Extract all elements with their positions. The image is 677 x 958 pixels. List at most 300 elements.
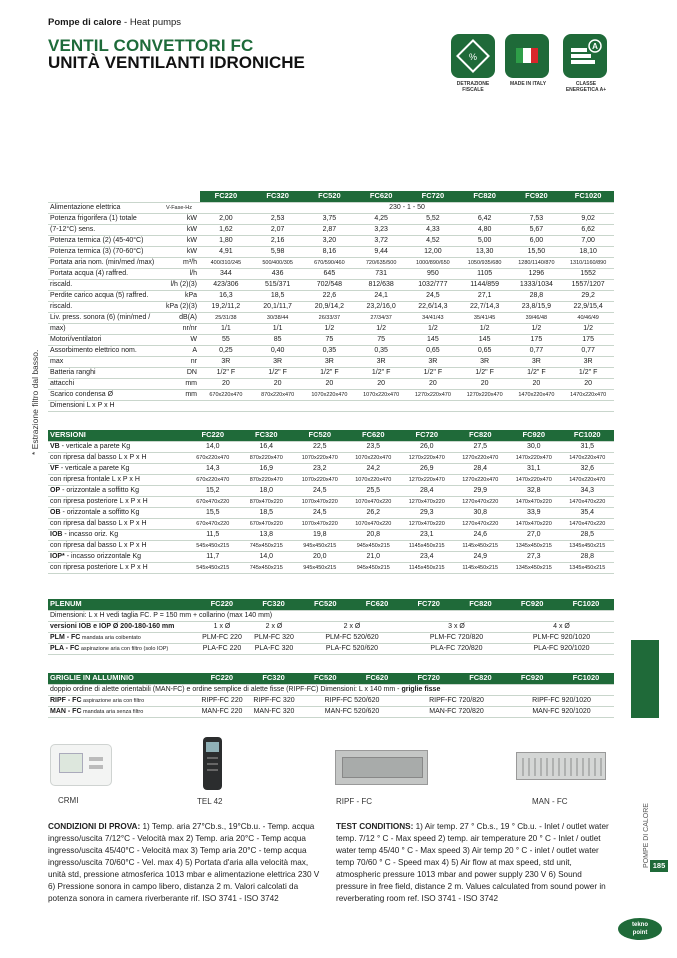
spec-unit: kPa: [164, 290, 200, 301]
versions-title: VERSIONI: [48, 430, 186, 441]
spec-cell: 29,2: [562, 290, 614, 301]
version-cell: 16,9: [240, 463, 294, 474]
model-col-0: FC220: [200, 191, 252, 202]
spec-row: [48, 367, 614, 378]
spec-label: max): [48, 323, 164, 334]
spec-label: Portata acqua (4) raffred.: [48, 268, 164, 279]
version-cell: 33,9: [507, 507, 561, 518]
spec-cell: 20: [511, 378, 563, 389]
accessory-code: RIPF-FC 520/620: [300, 695, 404, 706]
spec-cell: 20: [252, 378, 304, 389]
spec-unit: nr: [164, 356, 200, 367]
version-cell: 1470x220x470: [507, 474, 561, 485]
spec-cell: 645: [304, 268, 356, 279]
spec-cell: 145: [459, 334, 511, 345]
spec-label: Potenza termica (2) (45-40°C): [48, 235, 164, 246]
spec-cell: 1105: [459, 268, 511, 279]
spec-cell: 1070x220x470: [304, 389, 356, 400]
version-cell: 945x450x215: [347, 540, 401, 551]
spec-unit: kW: [164, 213, 200, 224]
spec-cell: 23,2/16,0: [355, 301, 407, 312]
spec-row: [48, 323, 614, 334]
badge-caption-italy: MADE IN ITALY: [509, 81, 547, 87]
spec-cell: 1/2" F: [355, 367, 407, 378]
version-cell: 14,0: [240, 551, 294, 562]
accessory-label: PLA - FC aspirazione aria con filtro (solo IOP): [48, 643, 196, 654]
version-cell: 1470x220x470: [507, 452, 561, 463]
tel42-remote-image: [203, 737, 222, 790]
model-col-2: FC520: [304, 191, 356, 202]
spec-cell: 20: [562, 378, 614, 389]
spec-label: Potenza frigorifera (1) totale: [48, 213, 164, 224]
spec-label: Potenza termica (3) (70-60°C): [48, 246, 164, 257]
spec-cell: 1/2" F: [304, 367, 356, 378]
model-col-7: FC1020: [562, 191, 614, 202]
spec-cell: 40/46/49: [562, 312, 614, 323]
spec-unit: mm: [164, 378, 200, 389]
version-cell: 1470x220x470: [561, 474, 615, 485]
accessory-label: MAN - FC mandata aria senza filtro: [48, 706, 196, 717]
version-cell: 1270x470x220: [454, 518, 508, 529]
spec-label: Motori/ventilatori: [48, 334, 164, 345]
spec-row: [48, 246, 614, 257]
spec-row: [48, 334, 614, 345]
version-cell: 35,4: [561, 507, 615, 518]
spec-cell: 1470x220x470: [511, 389, 563, 400]
version-cell: 870x220x470: [240, 452, 294, 463]
spec-label: Portata aria nom. (min/med /max): [48, 257, 164, 268]
version-cell: 24,2: [347, 463, 401, 474]
svg-text:%: %: [468, 52, 478, 62]
spec-header-row: [48, 191, 614, 202]
spec-label: (7-12°C) sens.: [48, 224, 164, 235]
version-cell: 1470x470x220: [507, 518, 561, 529]
accessory-code: MAN-FC 720/820: [404, 706, 509, 717]
spec-cell: 1/2" F: [511, 367, 563, 378]
version-cell: 1070x470x220: [293, 518, 347, 529]
category-line: [48, 17, 181, 28]
spec-cell: 75: [355, 334, 407, 345]
version-cell: 1470x470x220: [507, 496, 561, 507]
spec-cell: 1/2: [459, 323, 511, 334]
spec-cell: 5,00: [459, 235, 511, 246]
version-cell: 1470x470x220: [561, 496, 615, 507]
spec-cell: 731: [355, 268, 407, 279]
version-cell: 1070x470x220: [347, 518, 401, 529]
spec-cell: 23,8/15,9: [511, 301, 563, 312]
version-label: IOP* - incasso orizzontale Kg: [48, 551, 186, 562]
version-row: [48, 496, 614, 507]
spec-unit: kPa (2)(3): [164, 301, 200, 312]
accessory-code: PLA-FC 720/820: [404, 643, 509, 654]
version-row: [48, 485, 614, 496]
version-cell: 670x220x470: [186, 474, 240, 485]
version-cell: 23,5: [347, 441, 401, 452]
spec-cell: 27,1: [459, 290, 511, 301]
spec-cell: 20: [459, 378, 511, 389]
version-cell: 28,8: [561, 551, 615, 562]
grilles-row: [48, 695, 614, 706]
spec-label: Scarico condensa Ø: [48, 389, 164, 400]
spec-cell: 25/31/38: [200, 312, 252, 323]
product-caption-crmi: CRMI: [58, 796, 79, 805]
spec-cell: 12,00: [407, 246, 459, 257]
product-caption-ripf: RIPF - FC: [336, 797, 372, 806]
spec-cell: 2,00: [200, 213, 252, 224]
product-caption-tel42: TEL 42: [197, 797, 223, 806]
spec-cell: 0,77: [562, 345, 614, 356]
version-cell: 1270x220x470: [400, 452, 454, 463]
spec-cell: 950: [407, 268, 459, 279]
model-col-5: FC820: [459, 191, 511, 202]
version-cell: 1070x220x470: [293, 474, 347, 485]
spec-cell: 3R: [407, 356, 459, 367]
spec-cell: 85: [252, 334, 304, 345]
spec-cell: 24,5: [407, 290, 459, 301]
version-label: con ripresa posteriore L x P x H: [48, 496, 186, 507]
spec-cell: 500/400/305: [252, 257, 304, 268]
version-cell: 1270x220x470: [454, 452, 508, 463]
spec-cell: 22,7/14,3: [459, 301, 511, 312]
spec-cell: 5,98: [252, 246, 304, 257]
version-cell: 26,2: [347, 507, 401, 518]
version-cell: 670x470x220: [240, 518, 294, 529]
spec-cell: 344: [200, 268, 252, 279]
version-label: VB - verticale a parete Kg: [48, 441, 186, 452]
accessory-label: PLM - FC mandata aria coibentato: [48, 632, 196, 643]
spec-cell: 175: [511, 334, 563, 345]
spec-cell: 1/2: [304, 323, 356, 334]
spec-cell: 3R: [511, 356, 563, 367]
spec-cell: 1296: [511, 268, 563, 279]
spec-cell: 15,50: [511, 246, 563, 257]
grilles-title: GRIGLIE IN ALLUMINIO: [48, 673, 196, 684]
spec-cell: 1/2: [407, 323, 459, 334]
spec-unit: l/h: [164, 268, 200, 279]
spec-unit: mm: [164, 389, 200, 400]
spec-row: [48, 257, 614, 268]
spec-label: riscald.: [48, 279, 164, 290]
spec-cell: 5,52: [407, 213, 459, 224]
version-cell: 20,8: [347, 529, 401, 540]
spec-cell: 0,77: [511, 345, 563, 356]
version-cell: 24,5: [293, 485, 347, 496]
version-cell: 21,0: [347, 551, 401, 562]
spec-label: Batteria ranghi: [48, 367, 164, 378]
spec-cell: 1/1: [252, 323, 304, 334]
spec-row: [48, 378, 614, 389]
page-number: 185: [650, 860, 668, 872]
spec-unit: W: [164, 334, 200, 345]
spec-cell: 20,9/14,2: [304, 301, 356, 312]
spec-cell: 20: [407, 378, 459, 389]
version-cell: 1270x220x470: [400, 474, 454, 485]
version-cell: 670x220x470: [186, 452, 240, 463]
version-row: [48, 452, 614, 463]
version-cell: 30,8: [454, 507, 508, 518]
spec-cell: 18,10: [562, 246, 614, 257]
spec-cell: 16,3: [200, 290, 252, 301]
spec-cell: 1144/859: [459, 279, 511, 290]
version-row: [48, 441, 614, 452]
version-cell: 670x470x220: [186, 518, 240, 529]
accessory-code: PLM-FC 920/1020: [509, 632, 614, 643]
spec-unit: dB(A): [164, 312, 200, 323]
spec-cell: 423/306: [200, 279, 252, 290]
version-cell: 745x450x215: [240, 562, 294, 573]
spec-cell: 400/310/245: [200, 257, 252, 268]
version-cell: 28,5: [561, 529, 615, 540]
version-cell: 11,5: [186, 529, 240, 540]
italian-flag-icon: [505, 34, 549, 78]
spec-cell: 702/548: [304, 279, 356, 290]
spec-cell: 3,75: [304, 213, 356, 224]
spec-cell: 3R: [562, 356, 614, 367]
version-cell: 1270x470x220: [400, 518, 454, 529]
version-cell: 1270x470x220: [454, 496, 508, 507]
spec-cell: 20,1/11,7: [252, 301, 304, 312]
spec-row: [48, 213, 614, 224]
plenum-versions-row: versioni IOB e IOP Ø 200-180-160 mm 1 x Ø 2 x Ø 2 x Ø 3 x Ø 4 x Ø: [48, 621, 614, 632]
spec-cell: 1,62: [200, 224, 252, 235]
version-cell: 1145x450x215: [400, 562, 454, 573]
version-label: IOB - incasso oriz. Kg: [48, 529, 186, 540]
spec-cell: 39/46/48: [511, 312, 563, 323]
spec-cell: 515/371: [252, 279, 304, 290]
spec-row: [48, 345, 614, 356]
version-cell: 745x450x215: [240, 540, 294, 551]
spec-cell: 7,00: [562, 235, 614, 246]
spec-cell: 28,8: [511, 290, 563, 301]
spec-cell: 55: [200, 334, 252, 345]
spec-row-power-supply: Alimentazione elettrica V-Fase-Hz 230 - 1 - 50: [48, 202, 614, 213]
accessory-code: RIPF-FC 720/820: [404, 695, 509, 706]
product-caption-man: MAN - FC: [532, 797, 568, 806]
version-label: VF - verticale a parete Kg: [48, 463, 186, 474]
spec-cell: 1/2" F: [407, 367, 459, 378]
section-footer-label: POMPE DI CALORE: [643, 803, 650, 868]
version-cell: 1270x470x220: [400, 496, 454, 507]
spec-cell: 27/34/37: [355, 312, 407, 323]
spec-unit: nr/nr: [164, 323, 200, 334]
version-cell: 32,6: [561, 463, 615, 474]
spec-cell: 1032/777: [407, 279, 459, 290]
spec-unit: A: [164, 345, 200, 356]
spec-cell: 9,44: [355, 246, 407, 257]
spec-unit: kW: [164, 235, 200, 246]
version-cell: 34,3: [561, 485, 615, 496]
spec-cell: 3,20: [304, 235, 356, 246]
spec-label: max: [48, 356, 164, 367]
spec-cell: 2,53: [252, 213, 304, 224]
accessory-code: PLA-FC 220: [196, 643, 248, 654]
spec-cell: 8,16: [304, 246, 356, 257]
spec-cell: 1470x220x470: [562, 389, 614, 400]
spec-cell: 1/2" F: [200, 367, 252, 378]
spec-cell: 4,33: [407, 224, 459, 235]
grilles-table: [48, 673, 614, 718]
version-label: OP - orizzontale a soffitto Kg: [48, 485, 186, 496]
spec-cell: 7,53: [511, 213, 563, 224]
accessory-code: MAN-FC 920/1020: [509, 706, 614, 717]
pdc-section-tab: [631, 640, 659, 718]
badge-caption-tax: DETRAZIONE FISCALE: [456, 81, 490, 93]
version-cell: 1145x450x215: [454, 540, 508, 551]
accessory-code: RIPF-FC 220: [196, 695, 248, 706]
version-cell: 23,2: [293, 463, 347, 474]
plenum-row: [48, 643, 614, 654]
spec-cell: 1270x220x470: [459, 389, 511, 400]
spec-cell: 720/635/500: [355, 257, 407, 268]
version-cell: 545x450x215: [186, 540, 240, 551]
spec-cell: 1280/1140/870: [511, 257, 563, 268]
spec-label: attacchi: [48, 378, 164, 389]
spec-cell: 2,16: [252, 235, 304, 246]
spec-unit: l/h (2)(3): [164, 279, 200, 290]
version-label: con ripresa dal basso L x P x H: [48, 452, 186, 463]
version-cell: 26,0: [400, 441, 454, 452]
spec-cell: 20: [304, 378, 356, 389]
version-cell: 11,7: [186, 551, 240, 562]
spec-cell: 812/638: [355, 279, 407, 290]
model-col-3: FC620: [355, 191, 407, 202]
version-cell: 20,0: [293, 551, 347, 562]
spec-cell: 3R: [355, 356, 407, 367]
spec-table: [48, 191, 614, 412]
version-cell: 1070x220x470: [347, 452, 401, 463]
accessory-code: RIPF-FC 320: [248, 695, 300, 706]
category-en: - Heat pumps: [121, 17, 182, 28]
version-cell: 1345x450x215: [507, 562, 561, 573]
version-row: [48, 474, 614, 485]
version-cell: 24,9: [454, 551, 508, 562]
spec-cell: 20: [200, 378, 252, 389]
version-cell: 1145x450x215: [454, 562, 508, 573]
version-cell: 29,9: [454, 485, 508, 496]
category-it: Pompe di calore: [48, 17, 122, 28]
spec-cell: 35/41/45: [459, 312, 511, 323]
versions-table: [48, 430, 614, 574]
version-cell: 27,3: [507, 551, 561, 562]
version-cell: 1345x450x215: [561, 562, 615, 573]
spec-cell: 22,6/14,3: [407, 301, 459, 312]
version-cell: 945x450x215: [347, 562, 401, 573]
teknopoint-logo: tekno point: [618, 918, 662, 940]
grilles-header-row: GRIGLIE IN ALLUMINIO FC220 FC320 FC520 FC620 FC720 FC820 FC920 FC1020: [48, 673, 614, 684]
spec-cell: 3,23: [355, 224, 407, 235]
spec-cell: 34/41/43: [407, 312, 459, 323]
spec-cell: 145: [407, 334, 459, 345]
version-cell: 27,0: [507, 529, 561, 540]
spec-row: [48, 235, 614, 246]
spec-cell: 4,91: [200, 246, 252, 257]
accessory-code: PLM-FC 520/620: [300, 632, 404, 643]
version-cell: 15,5: [186, 507, 240, 518]
spec-cell: 670x220x470: [200, 389, 252, 400]
version-cell: 945x450x215: [293, 540, 347, 551]
version-cell: 31,5: [561, 441, 615, 452]
spec-cell: 22,6: [304, 290, 356, 301]
version-cell: 26,9: [400, 463, 454, 474]
model-col-6: FC920: [511, 191, 563, 202]
badge-caption-energy: CLASSE ENERGETICA A+: [565, 81, 607, 93]
spec-cell: 3R: [252, 356, 304, 367]
spec-cell: 20: [355, 378, 407, 389]
spec-label: riscald.: [48, 301, 164, 312]
version-cell: 19,8: [293, 529, 347, 540]
plenum-row: [48, 632, 614, 643]
spec-cell: 18,5: [252, 290, 304, 301]
accessory-code: RIPF-FC 920/1020: [509, 695, 614, 706]
version-row: [48, 463, 614, 474]
spec-cell: 30/38/44: [252, 312, 304, 323]
spec-cell: 22,9/15,4: [562, 301, 614, 312]
version-cell: 1070x220x470: [293, 452, 347, 463]
version-row: [48, 540, 614, 551]
version-row: [48, 507, 614, 518]
accessory-code: PLA-FC 520/620: [300, 643, 404, 654]
version-cell: 30,0: [507, 441, 561, 452]
version-cell: 1070x470x220: [347, 496, 401, 507]
spec-cell: 24,1: [355, 290, 407, 301]
version-cell: 14,3: [186, 463, 240, 474]
spec-cell: 1270x220x470: [407, 389, 459, 400]
spec-cell: 436: [252, 268, 304, 279]
spec-cell: 3R: [459, 356, 511, 367]
version-cell: 31,1: [507, 463, 561, 474]
spec-cell: 0,35: [355, 345, 407, 356]
spec-row: [48, 279, 614, 290]
version-cell: 1145x450x215: [400, 540, 454, 551]
spec-cell: 1070x220x470: [355, 389, 407, 400]
spec-cell: 1557/1207: [562, 279, 614, 290]
spec-cell: 19,2/11,2: [200, 301, 252, 312]
spec-cell: 1,80: [200, 235, 252, 246]
spec-cell: 1/2" F: [562, 367, 614, 378]
accessory-code: MAN-FC 220: [196, 706, 248, 717]
version-row: [48, 562, 614, 573]
spec-row: [48, 268, 614, 279]
version-label: con ripresa dal basso L x P x H: [48, 540, 186, 551]
spec-cell: 0,65: [459, 345, 511, 356]
accessory-code: PLM-FC 320: [248, 632, 300, 643]
spec-cell: 3R: [304, 356, 356, 367]
plenum-header-row: PLENUM FC220 FC320 FC520 FC620 FC720 FC820 FC920 FC1020: [48, 599, 614, 610]
version-cell: 15,2: [186, 485, 240, 496]
spec-cell: 4,80: [459, 224, 511, 235]
page-title: VENTIL CONVETTORI FC: [48, 36, 254, 55]
version-label: con ripresa posteriore L x P x H: [48, 562, 186, 573]
accessory-label: RIPF - FC aspirazione aria con filtro: [48, 695, 196, 706]
spec-cell: 9,02: [562, 213, 614, 224]
spec-row: [48, 389, 614, 400]
spec-cell: 1/1: [200, 323, 252, 334]
test-conditions-en: TEST CONDITIONS: 1) Air temp. 27 ° Cb.s., 19 ° Cb.u. - Inlet / outlet water temp. 7/12 ° C - Max speed 2) temp. air temperature 20 ° C - Inlet / outlet water temp 45/40 ° C - Max speed 3) Air temp 20 ° C - inlet / outlet water temp 70/60 ° C - Speed max 4) 5) Air flow at max speed, std unit, atmospheric pressure 1013 mbar and power supply 230 V 6) Sound pressure in free field, distance 2 m. Values calculated from sound power in reverberating room ref. ISO 3741 - ISO 3742: [336, 822, 609, 903]
version-cell: 1345x450x215: [507, 540, 561, 551]
version-cell: 545x450x215: [186, 562, 240, 573]
plenum-dim-note: Dimensioni: L x H vedi taglia FC. P = 150 mm + collarino (max 140 mm): [48, 610, 614, 621]
spec-unit: m³/h: [164, 257, 200, 268]
spec-cell: 4,25: [355, 213, 407, 224]
spec-label: Perdite carico acqua (5) raffred.: [48, 290, 164, 301]
man-grille-image: [516, 752, 606, 780]
spec-cell: 1/2" F: [252, 367, 304, 378]
spec-cell: 175: [562, 334, 614, 345]
spec-row: [48, 224, 614, 235]
spec-cell: 1552: [562, 268, 614, 279]
accessory-code: MAN-FC 320: [248, 706, 300, 717]
version-cell: 1070x470x220: [293, 496, 347, 507]
